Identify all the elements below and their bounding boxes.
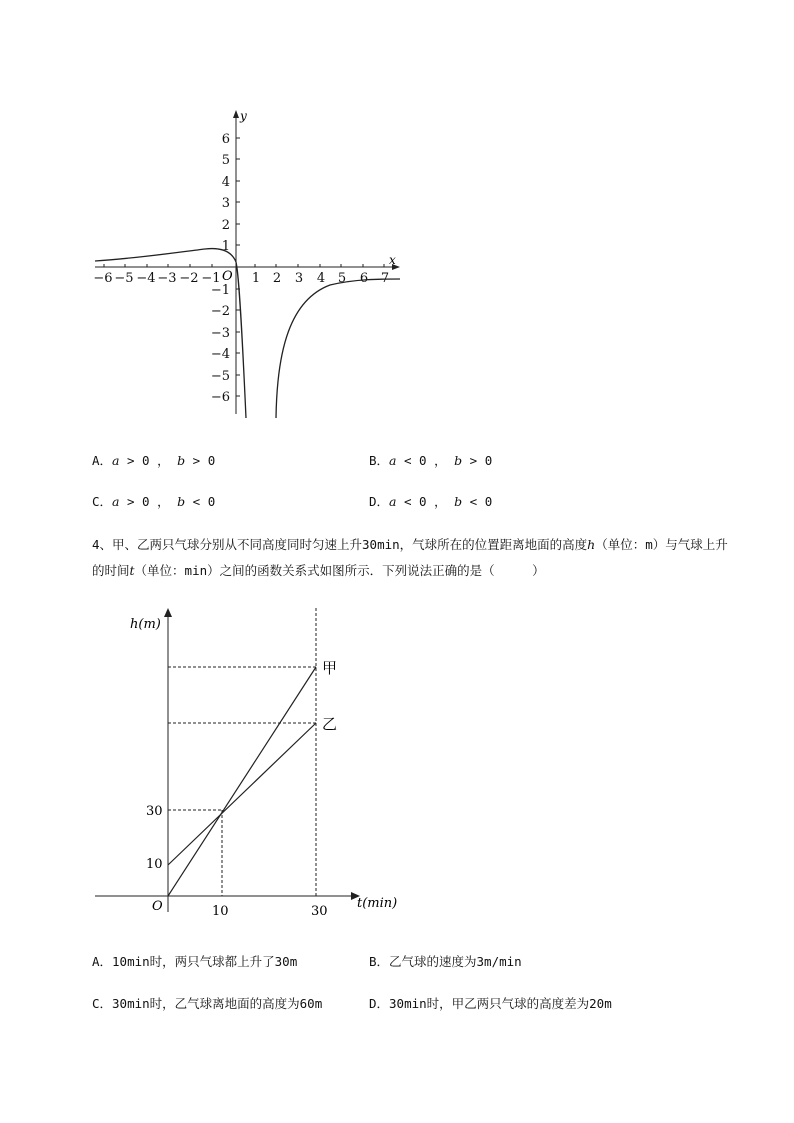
graph1-y-tick-label: −3 — [210, 326, 230, 341]
q4-stem: 4、甲、乙两只气球分别从不同高度同时匀速上升30min，气球所在的位置距离地面的高度h（单位：m）与气球上升的时间t（单位：min）之间的函数关系式如图所示．下列说法正确的是（ ） — [92, 537, 728, 578]
graph2-line-yi-label: 乙 — [322, 715, 338, 733]
graph1-y-tick-label: −1 — [210, 283, 230, 298]
q4-option-b[interactable]: B．乙气球的速度为3m/min — [369, 954, 522, 969]
graph1-y-tick-label: 3 — [221, 196, 230, 211]
graph1-y-label: y — [240, 109, 247, 123]
graph1-x-tick-label: −3 — [157, 271, 177, 286]
graph1-y-tick-label: 6 — [221, 132, 230, 147]
graph2-line-jia-label: 甲 — [322, 659, 338, 677]
graph1-y-tick-label: 1 — [221, 239, 230, 254]
graph1-x-tick-label: 4 — [316, 271, 326, 286]
graph1-y-tick-label: −2 — [210, 304, 230, 319]
graph2-y-arrow — [164, 608, 172, 617]
q3-option-d[interactable]: D．a < 0 ， b < 0 — [369, 494, 493, 509]
graph2-line-jia — [168, 667, 316, 896]
graph1-x-tick-label: −6 — [93, 271, 113, 286]
q4-option-d[interactable]: D．30min时，甲乙两只气球的高度差为20m — [369, 996, 612, 1011]
graph2-x-tick-label: 10 — [212, 904, 229, 919]
graph1-y-tick-label: −5 — [210, 369, 230, 384]
graph2-y-tick-label: 30 — [146, 804, 163, 819]
graph1-x-tick-label: −4 — [136, 271, 156, 286]
graph2-x-tick-label: 30 — [311, 904, 328, 919]
graph1-y-tick-label: −4 — [210, 347, 230, 362]
graph2-line-yi — [168, 723, 316, 865]
graph2-y-axis-label: h(m) — [130, 617, 161, 632]
graph1-y-tick-label: 2 — [221, 218, 230, 233]
graph1-x-tick-label: 2 — [272, 271, 282, 286]
graph1-y-tick-label: 4 — [221, 175, 230, 190]
q3-option-c[interactable]: C．a > 0 ， b < 0 — [92, 494, 216, 509]
graph2-y-tick-label: 10 — [146, 857, 163, 872]
q4-option-c[interactable]: C．30min时，乙气球离地面的高度为60m — [92, 996, 323, 1011]
graph2-origin: O — [152, 899, 163, 914]
graph1-x-tick-label: 7 — [380, 271, 390, 286]
graph1-x-tick-label: −5 — [114, 271, 134, 286]
q4-option-a[interactable]: A．10min时，两只气球都上升了30m — [92, 954, 298, 969]
graph2-x-axis-label: t(min) — [357, 896, 398, 911]
graph1-y-tick-label: 5 — [221, 153, 230, 168]
graph1-x-tick-label: −1 — [201, 271, 221, 286]
graph1-x-tick-label: 3 — [294, 271, 304, 286]
graph2-guide-lines — [168, 608, 316, 896]
q3-option-a[interactable]: A．a > 0 ， b > 0 — [92, 453, 216, 468]
q3-option-b[interactable]: B．a < 0 ， b > 0 — [369, 453, 493, 468]
graph1-origin: O — [222, 269, 233, 284]
graph1-x-tick-label: 5 — [337, 271, 347, 286]
graph1-x-label: x — [389, 253, 396, 267]
graph1-x-tick-label: 6 — [359, 271, 369, 286]
graph1-x-tick-label: −2 — [179, 271, 199, 286]
graph1-y-tick-label: −6 — [210, 390, 230, 405]
graph1-x-tick-label: 1 — [251, 271, 261, 286]
